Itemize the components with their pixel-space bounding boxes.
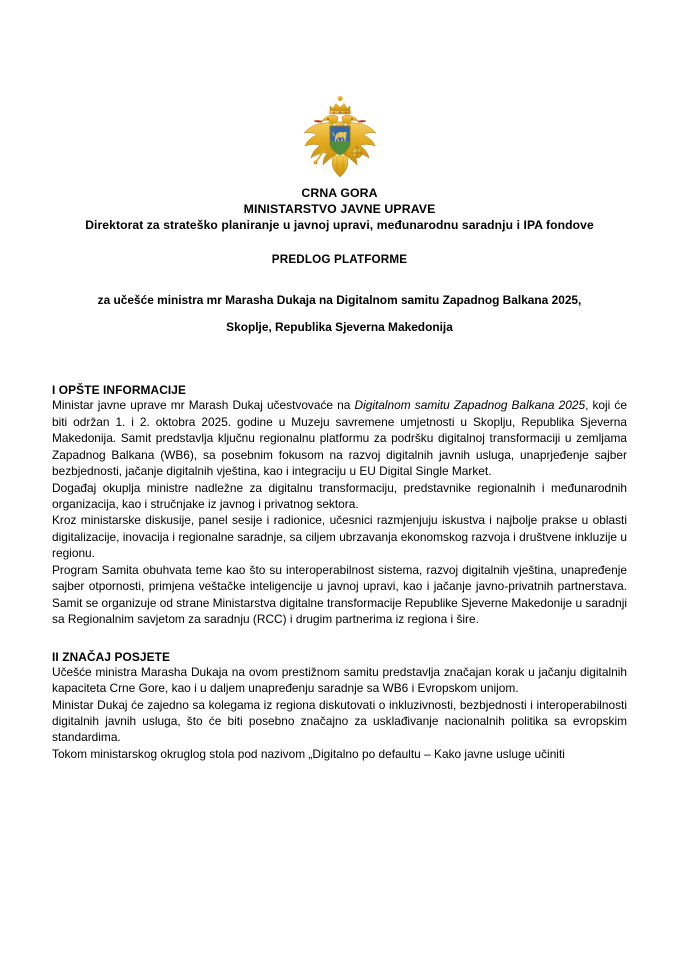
ministry-name: MINISTARSTVO JAVNE UPRAVE xyxy=(243,202,436,217)
eagle-tail xyxy=(332,156,348,177)
paragraph-p4: Program Samita obuhvata teme kao što su interoperabilnost sistema, razvoj digitalnih vještina, unapređenje sajber otpornosti, primjena veštačke inteligencije u javnoj upravi, kao i jačanje javno-privatnih partnerstava. Samit se organizuje od strane Ministarstva digitalne transformacije Republike Sjeverne Makedonije u saradnji sa Regionalnim savjetom za saradnju (RCC) i drugim partnerima iz regiona i šire. xyxy=(52,562,628,627)
paragraph-p5: Učešće ministra Marasha Dukaja na ovom prestižnom samitu predstavlja značajan korak u jačanju digitalnih kapaciteta Crne Gore, kao i u daljem unapređenju saradnje sa WB6 i Evropskom unijom. xyxy=(52,664,627,696)
crown-icon xyxy=(329,96,350,114)
emblem-container xyxy=(52,0,627,178)
document-subtitle-line-2: Skoplje, Republika Sjeverna Makedonija xyxy=(226,320,453,335)
cited-title: Digitalnom samitu Zapadnog Balkana 2025 xyxy=(354,398,586,413)
paragraph-p1: Ministar javne uprave mr Marash Dukaj učestvovaće na Digitalnom samitu Zapadnog Balkana 2025, koji će biti održan 1. i 2. oktobra 2025. godine u Muzeju savremene umjetnosti u Skoplju, Republika Sjeverna Makedonija. Samit predstavlja ključnu regionalnu platformu za podršku digitalnoj transformaciji u zemljama Zapadnog Balkana (WB6), sa posebnim fokusom na razvoj digitalnih javnih usluga, unaprjeđenje sajber bezbjednosti, jačanje digitalnih vještina, kao i integraciju u EU Digital Single Market. xyxy=(52,398,627,479)
document-subtitle-line-1: za učešće ministra mr Marasha Dukaja na Digitalnom samitu Zapadnog Balkana 2025, xyxy=(97,293,582,308)
montenegro-coat-of-arms-icon xyxy=(299,94,381,178)
paragraph-p7: Tokom ministarskog okruglog stola pod nazivom „Digitalno po defaultu – Kako javne usluge učiniti xyxy=(52,746,565,761)
paragraph-p3: Kroz ministarske diskusije, panel sesije i radionice, učesnici razmjenjuju iskustva i najbolje prakse u oblasti digitalizacije, inovacija i regionalne saradnje, sa ciljem ubrzavanja ekonomskog razvoja i društvene inkluzije u regionu. xyxy=(52,513,627,561)
paragraph-p6: Ministar Dukaj će zajedno sa kolegama iz regiona diskutovati o inkluzivnosti, bezbjednosti i interoperabilnosti digitalnih javnih usluga, što će biti posebno značajno za usklađivanje nacionalnih politika sa evropskim standardima. xyxy=(52,697,627,745)
directorate-name: Direktorat za strateško planiranje u javnoj upravi, međunarodnu saradnju i IPA fondove xyxy=(85,218,594,233)
document-subtitle xyxy=(52,287,627,341)
document-type: PREDLOG PLATFORME xyxy=(271,253,408,267)
section-heading-general-info: I OPŠTE INFORMACIJE xyxy=(52,383,187,398)
paragraph-p2: Događaj okuplja ministre nadležne za digitalnu transformaciju, predstavnike regionalnih i međunarodnih organizacija, kao i stručnjake iz javnog i privatnog sektora. xyxy=(52,480,627,511)
organization-header xyxy=(52,185,627,233)
country-name: CRNA GORA xyxy=(301,186,378,200)
section-heading-visit-significance: II ZNAČAJ POSJETE xyxy=(52,649,170,664)
